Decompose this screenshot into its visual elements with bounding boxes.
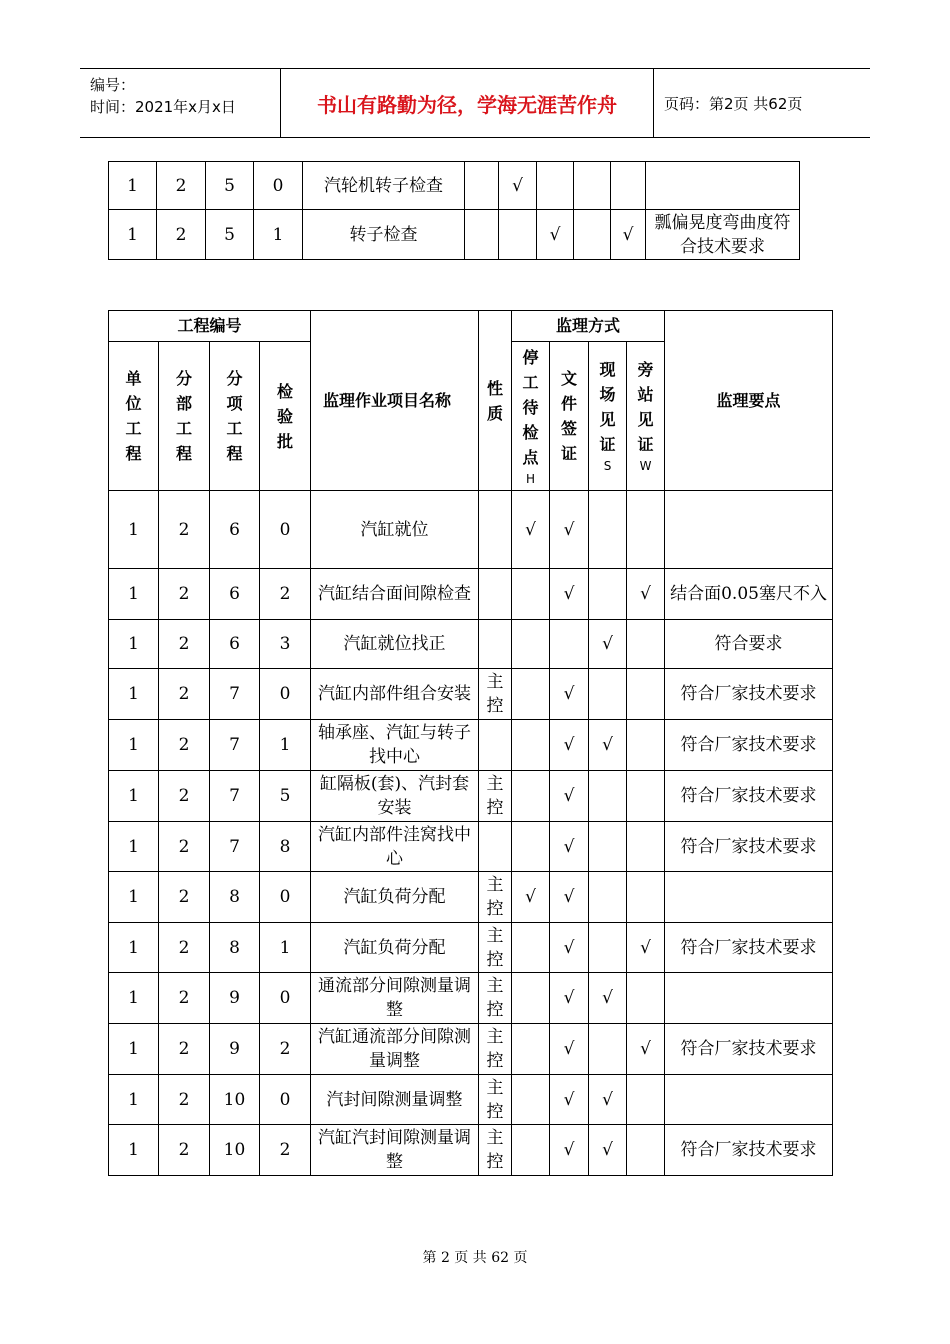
cell-key-points: 符合厂家技术要求 [665, 669, 833, 720]
cell-key-points: 瓢偏晃度弯曲度符合技术要求 [646, 210, 800, 260]
cell-batch: 2 [260, 569, 311, 620]
cell-sub-part: 2 [159, 620, 210, 669]
table-row [109, 973, 833, 1024]
cell-sub-part: 2 [159, 1075, 210, 1125]
cell-batch: 0 [260, 872, 311, 923]
cell-item-name: 通流部分间隙测量调整 [311, 973, 479, 1024]
cell-hold: √ [512, 872, 550, 923]
cell-nature [479, 569, 512, 620]
cell-sub-part: 2 [159, 720, 210, 771]
cell-item-name: 汽缸内部件洼窝找中心 [311, 822, 479, 872]
cell-batch: 2 [260, 1125, 311, 1176]
cell-sub-part: 2 [159, 1125, 210, 1176]
cell-sub-part: 2 [159, 973, 210, 1024]
cell-key-points: 符合厂家技术要求 [665, 771, 833, 822]
cell-unit: 1 [109, 720, 159, 771]
cell-sub-part: 2 [159, 923, 210, 973]
cell-sub-part: 2 [159, 771, 210, 822]
header-project-code: 工程编号 [109, 311, 311, 342]
cell-item-name: 汽封间隙测量调整 [311, 1075, 479, 1125]
cell-sub-item: 7 [210, 822, 260, 872]
cell-site [589, 771, 627, 822]
cell-key-points [665, 491, 833, 569]
cell-batch: 1 [260, 923, 311, 973]
cell-site: √ [589, 1075, 627, 1125]
cell-hold [512, 569, 550, 620]
cell-hold: √ [499, 162, 537, 210]
header-motto: 书山有路勤为径，学海无涯苦作舟 [281, 69, 654, 137]
cell-sub-item: 7 [210, 771, 260, 822]
cell-doc: √ [550, 1075, 589, 1125]
cell-hold [512, 720, 550, 771]
header-site: 现 场 见 证 S [589, 342, 627, 491]
cell-sub-item: 6 [210, 569, 260, 620]
cell-nature: 主控 [479, 1075, 512, 1125]
cell-hold [512, 1125, 550, 1176]
cell-sub-item: 9 [210, 1024, 260, 1075]
cell-unit: 1 [109, 669, 159, 720]
cell-hold [512, 973, 550, 1024]
cell-batch: 3 [260, 620, 311, 669]
cell-side [627, 1125, 665, 1176]
cell-side [627, 771, 665, 822]
cell-sub-part: 2 [159, 569, 210, 620]
cell-side [627, 973, 665, 1024]
cell-sub-item: 8 [210, 872, 260, 923]
cell-key-points [646, 162, 800, 210]
header-code-letter: S [603, 459, 612, 473]
cell-key-points [665, 973, 833, 1024]
cell-doc: √ [550, 822, 589, 872]
cell-site: √ [589, 620, 627, 669]
header-side: 旁 站 见 证 W [627, 342, 665, 491]
cell-hold [499, 210, 537, 260]
cell-site: √ [589, 1125, 627, 1176]
cell-site: √ [589, 973, 627, 1024]
cell-site [589, 491, 627, 569]
cell-unit: 1 [109, 771, 159, 822]
header-unit: 单 位 工 程 [109, 342, 159, 491]
cell-batch: 0 [254, 162, 303, 210]
cell-hold [512, 1075, 550, 1125]
cell-sub-item: 7 [210, 720, 260, 771]
cell-hold [512, 620, 550, 669]
cell-item-name: 汽缸汽封间隙测量调整 [311, 1125, 479, 1176]
cell-sub-item: 6 [210, 620, 260, 669]
cell-hold [512, 923, 550, 973]
table-row [109, 1075, 833, 1125]
cell-side [627, 491, 665, 569]
cell-key-points: 符合厂家技术要求 [665, 1125, 833, 1176]
cell-batch: 0 [260, 973, 311, 1024]
cell-key-points: 符合厂家技术要求 [665, 720, 833, 771]
cell-side: √ [627, 569, 665, 620]
cell-site [589, 669, 627, 720]
table-row [109, 771, 833, 822]
cell-key-points: 结合面0.05塞尺不入 [665, 569, 833, 620]
inspection-table [108, 310, 833, 1176]
cell-batch: 1 [260, 720, 311, 771]
cell-doc [550, 620, 589, 669]
cell-key-points: 符合厂家技术要求 [665, 923, 833, 973]
cell-sub-part: 2 [159, 669, 210, 720]
cell-item-name: 汽缸负荷分配 [311, 872, 479, 923]
cell-sub-part: 2 [157, 210, 206, 260]
cell-nature [479, 822, 512, 872]
cell-doc: √ [550, 1125, 589, 1176]
cell-batch: 0 [260, 491, 311, 569]
table-row [109, 620, 833, 669]
cell-side [627, 822, 665, 872]
cell-nature [465, 162, 499, 210]
cell-nature: 主控 [479, 771, 512, 822]
cell-side: √ [611, 210, 646, 260]
cell-batch: 2 [260, 1024, 311, 1075]
cell-key-points: 符合厂家技术要求 [665, 822, 833, 872]
cell-nature [479, 720, 512, 771]
table-row [109, 162, 800, 210]
cell-side [611, 162, 646, 210]
cell-doc: √ [550, 973, 589, 1024]
cell-unit: 1 [109, 1075, 159, 1125]
inspection-table-continued [108, 161, 800, 260]
cell-doc [537, 162, 574, 210]
cell-doc: √ [550, 923, 589, 973]
cell-site [589, 872, 627, 923]
cell-unit: 1 [109, 491, 159, 569]
cell-key-points [665, 872, 833, 923]
cell-nature: 主控 [479, 1125, 512, 1176]
cell-side: √ [627, 1024, 665, 1075]
cell-sub-part: 2 [159, 822, 210, 872]
cell-side: √ [627, 923, 665, 973]
cell-sub-part: 2 [157, 162, 206, 210]
cell-batch: 1 [254, 210, 303, 260]
cell-unit: 1 [109, 923, 159, 973]
cell-unit: 1 [109, 1125, 159, 1176]
header-nature: 性 质 [479, 311, 512, 491]
cell-sub-item: 10 [210, 1125, 260, 1176]
page-footer: 第 2 页 共 62 页 [422, 1250, 528, 1266]
cell-sub-item: 5 [206, 210, 254, 260]
cell-sub-item: 5 [206, 162, 254, 210]
cell-doc: √ [550, 669, 589, 720]
cell-sub-item: 7 [210, 669, 260, 720]
table-row [109, 720, 833, 771]
cell-batch: 5 [260, 771, 311, 822]
header-batch: 检 验 批 [260, 342, 311, 491]
header-hold: 停 工 待 检 点 H [512, 342, 550, 491]
cell-batch: 0 [260, 669, 311, 720]
cell-sub-item: 10 [210, 1075, 260, 1125]
cell-key-points [665, 1075, 833, 1125]
header-meta [80, 69, 281, 137]
cell-nature: 主控 [479, 923, 512, 973]
cell-site: √ [589, 720, 627, 771]
cell-item-name: 缸隔板(套)、汽封套安装 [311, 771, 479, 822]
cell-item-name: 转子检查 [303, 210, 465, 260]
cell-doc: √ [550, 720, 589, 771]
cell-site [589, 1024, 627, 1075]
table-row [109, 1125, 833, 1176]
cell-doc: √ [550, 1024, 589, 1075]
cell-hold [512, 771, 550, 822]
cell-hold [512, 669, 550, 720]
cell-item-name: 汽缸就位 [311, 491, 479, 569]
cell-unit: 1 [109, 1024, 159, 1075]
cell-side [627, 720, 665, 771]
cell-sub-part: 2 [159, 1024, 210, 1075]
table-row [109, 569, 833, 620]
cell-doc: √ [550, 491, 589, 569]
table-row [109, 1024, 833, 1075]
cell-site [589, 923, 627, 973]
cell-sub-item: 6 [210, 491, 260, 569]
cell-sub-part: 2 [159, 872, 210, 923]
cell-nature: 主控 [479, 1024, 512, 1075]
header-sub-item: 分 项 工 程 [210, 342, 260, 491]
table-header [109, 311, 833, 491]
table-row [109, 923, 833, 973]
cell-nature [479, 491, 512, 569]
cell-unit: 1 [109, 162, 157, 210]
cell-unit: 1 [109, 822, 159, 872]
cell-batch: 0 [260, 1075, 311, 1125]
cell-item-name: 轴承座、汽缸与转子找中心 [311, 720, 479, 771]
cell-doc: √ [550, 872, 589, 923]
cell-key-points: 符合要求 [665, 620, 833, 669]
table-row [109, 210, 800, 260]
header-doc: 文 件 签 证 [550, 342, 589, 491]
cell-item-name: 汽缸负荷分配 [311, 923, 479, 973]
cell-nature: 主控 [479, 872, 512, 923]
cell-hold [512, 822, 550, 872]
cell-item-name: 汽缸就位找正 [311, 620, 479, 669]
cell-unit: 1 [109, 973, 159, 1024]
cell-side [627, 872, 665, 923]
header-code-letter: H [526, 471, 536, 486]
cell-side [627, 1075, 665, 1125]
cell-nature [465, 210, 499, 260]
table1-body [109, 162, 800, 260]
header-code-letter: W [639, 459, 652, 473]
table-row [109, 872, 833, 923]
cell-site [589, 822, 627, 872]
header-method: 监理方式 [512, 311, 665, 342]
cell-site [589, 569, 627, 620]
cell-side [627, 620, 665, 669]
cell-batch: 8 [260, 822, 311, 872]
cell-nature [479, 620, 512, 669]
cell-site [574, 162, 611, 210]
cell-unit: 1 [109, 620, 159, 669]
header-page-info: 页码：第2页 共62页 [664, 94, 803, 113]
cell-doc: √ [550, 771, 589, 822]
cell-item-name: 汽缸结合面间隙检查 [311, 569, 479, 620]
table-row [109, 491, 833, 569]
header-key-points: 监理要点 [665, 311, 833, 491]
cell-unit: 1 [109, 569, 159, 620]
cell-side [627, 669, 665, 720]
table-row [109, 822, 833, 872]
cell-unit: 1 [109, 210, 157, 260]
header-sub-part: 分 部 工 程 [159, 342, 210, 491]
cell-nature: 主控 [479, 973, 512, 1024]
page-header [80, 68, 870, 138]
table2-body [109, 491, 833, 1176]
cell-doc: √ [550, 569, 589, 620]
cell-item-name: 汽轮机转子检查 [303, 162, 465, 210]
cell-hold: √ [512, 491, 550, 569]
cell-site [574, 210, 611, 260]
cell-sub-item: 9 [210, 973, 260, 1024]
doc-time-label: 时间：2021年x月x日 [90, 98, 236, 116]
cell-nature: 主控 [479, 669, 512, 720]
cell-unit: 1 [109, 872, 159, 923]
cell-item-name: 汽缸内部件组合安装 [311, 669, 479, 720]
cell-doc: √ [537, 210, 574, 260]
cell-item-name: 汽缸通流部分间隙测量调整 [311, 1024, 479, 1075]
table-row [109, 669, 833, 720]
cell-sub-part: 2 [159, 491, 210, 569]
cell-hold [512, 1024, 550, 1075]
header-item-name: 监理作业项目名称 [311, 311, 479, 491]
cell-key-points: 符合厂家技术要求 [665, 1024, 833, 1075]
cell-sub-item: 8 [210, 923, 260, 973]
doc-code-label: 编号： [90, 76, 136, 94]
